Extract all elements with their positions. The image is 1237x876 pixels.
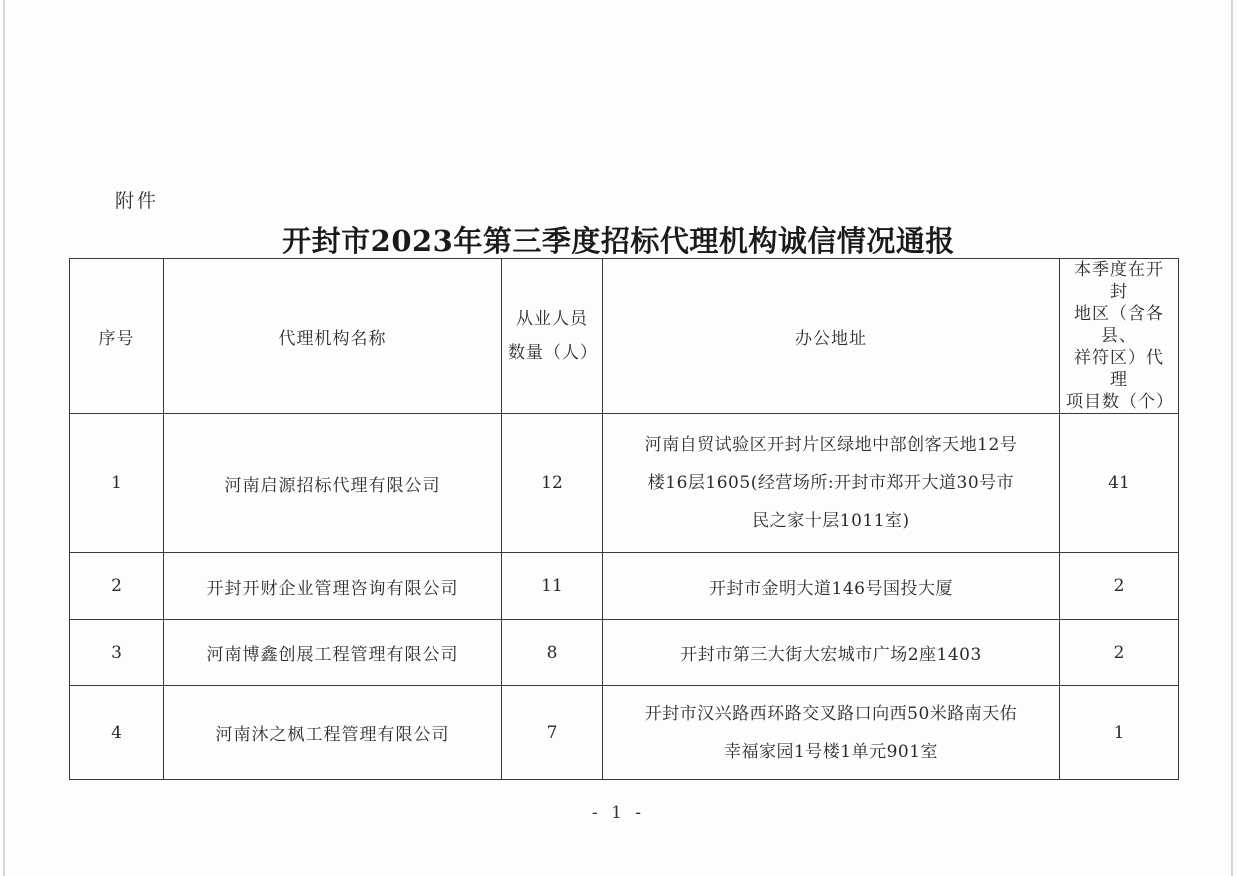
address-line: 开封市汉兴路西环路交叉路口向西50米路南天佑	[644, 703, 1018, 724]
header-staff-line2: 数量（人）	[508, 343, 598, 363]
cell-staff-count: 7	[502, 686, 603, 780]
scan-edge-left	[3, 0, 5, 876]
cell-seq: 4	[70, 686, 164, 780]
cell-project-count: 41	[1060, 414, 1179, 553]
cell-address	[603, 414, 1060, 553]
scan-edge-right	[1231, 0, 1233, 876]
agency-integrity-table	[69, 258, 1179, 780]
cell-agency-name: 河南启源招标代理有限公司	[164, 414, 502, 553]
table-row	[70, 686, 1179, 780]
table-row	[70, 620, 1179, 686]
address-line: 楼16层1605(经营场所:开封市郑开大道30号市	[647, 473, 1015, 493]
header-staff-count	[502, 259, 603, 414]
cell-staff-count: 8	[502, 620, 603, 686]
header-staff-line1: 从业人员	[516, 309, 588, 329]
cell-agency-name: 河南博鑫创展工程管理有限公司	[164, 620, 502, 686]
table-row	[70, 414, 1179, 553]
address-line: 民之家十层1011室)	[752, 511, 910, 531]
header-address: 办公地址	[603, 259, 1060, 414]
page-number: - 1 -	[591, 803, 646, 823]
table-header-row	[70, 259, 1179, 414]
cell-project-count: 1	[1060, 686, 1179, 780]
cell-staff-count: 11	[502, 553, 603, 620]
cell-project-count: 2	[1060, 553, 1179, 620]
header-seq: 序号	[70, 259, 164, 414]
document-title: 开封市2023年第三季度招标代理机构诚信情况通报	[282, 224, 955, 258]
header-project-count	[1060, 259, 1179, 414]
header-agency-name: 代理机构名称	[164, 259, 502, 414]
header-projects-line2: 地区（含各县、	[1074, 304, 1164, 346]
header-projects-line4: 项目数（个）	[1066, 392, 1174, 412]
cell-address: 开封市金明大道146号国投大厦	[603, 553, 1060, 620]
cell-staff-count: 12	[502, 414, 603, 553]
cell-address: 开封市第三大街大宏城市广场2座1403	[603, 620, 1060, 686]
cell-address	[603, 686, 1060, 780]
header-projects-line3: 祥符区）代理	[1074, 348, 1164, 390]
address-line: 幸福家园1号楼1单元901室	[723, 741, 939, 762]
address-line: 河南自贸试验区开封片区绿地中部创客天地12号	[644, 435, 1018, 455]
cell-seq: 2	[70, 553, 164, 620]
cell-seq: 1	[70, 414, 164, 553]
attachment-label: 附件	[115, 190, 160, 212]
cell-agency-name: 开封开财企业管理咨询有限公司	[164, 553, 502, 620]
cell-seq: 3	[70, 620, 164, 686]
cell-agency-name: 河南沐之枫工程管理有限公司	[164, 686, 502, 780]
header-projects-line1: 本季度在开封	[1074, 260, 1164, 302]
table-row	[70, 553, 1179, 620]
cell-project-count: 2	[1060, 620, 1179, 686]
